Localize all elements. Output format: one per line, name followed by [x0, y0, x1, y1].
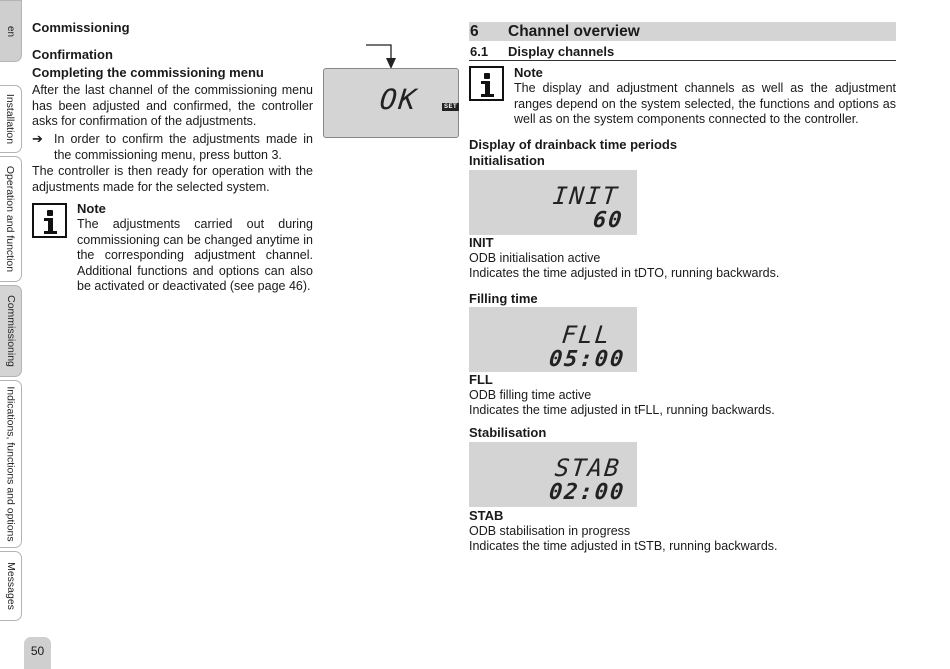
tab-messages-label: Messages: [4, 562, 17, 610]
channel-desc-init-1: ODB initialisation active: [469, 251, 601, 265]
down-arrow-indicator-icon: [362, 42, 396, 70]
stab-display: [469, 442, 637, 507]
tab-operation-and-function[interactable]: [0, 156, 22, 282]
info-note-icon: [469, 66, 504, 101]
channel-heading-filling-time: Filling time: [469, 291, 538, 306]
ok-display: [323, 68, 459, 138]
tab-language-label: en: [5, 25, 16, 37]
confirmation-paragraph: After the last channel of the commissioning menu has been adjusted and confirmed, the controller asks for confirmation of the adjustments.: [32, 83, 313, 128]
channel-name-fll: FLL: [469, 372, 493, 387]
tab-indications-label: Indications, functions and options: [4, 386, 17, 542]
fll-display: [469, 307, 637, 372]
note-title-right: Note: [514, 65, 543, 80]
tab-language[interactable]: [0, 0, 22, 62]
tab-installation-label: Installation: [4, 93, 17, 145]
page-number: 50: [24, 637, 51, 669]
drainback-heading: Display of drainback time periods: [469, 137, 678, 152]
note-text-left: The adjustments carried out during commissioning can be changed anytime in the corresponding adjustment channel. Additional functions and options can also be activated or deactivated (see page 46).: [77, 217, 313, 293]
confirmation-heading: Confirmation: [32, 47, 113, 62]
tab-installation[interactable]: [0, 85, 22, 153]
subsection-title: Display channels: [508, 44, 615, 59]
channel-overview-heading: [469, 22, 896, 41]
arrow-bullet-icon: ➔: [32, 131, 43, 146]
ok-display-text: OK: [378, 83, 420, 116]
note-title-left: Note: [77, 201, 106, 216]
display-channels-heading: [469, 44, 896, 61]
completing-menu-heading: Completing the commissioning menu: [32, 65, 264, 80]
stab-display-line2: 02:00: [547, 480, 627, 505]
channel-heading-initialisation: Initialisation: [469, 153, 545, 168]
subsection-number: 6.1: [470, 44, 489, 59]
channel-desc-fll-1: ODB filling time active: [469, 388, 592, 402]
init-display-line1: INIT: [551, 182, 621, 210]
section-number: 6: [470, 23, 479, 40]
note-text-right: The display and adjustment channels as well as the adjustment ranges depend on the system selected, the functions and options as well as on the system components connected to the controller.: [514, 81, 896, 126]
channel-desc-stab-2: Indicates the time adjusted in tSTB, running backwards.: [469, 539, 778, 553]
channel-desc-init-2: Indicates the time adjusted in tDTO, running backwards.: [469, 266, 780, 280]
fll-display-line2: 05:00: [547, 347, 627, 372]
section-title-commissioning: Commissioning: [32, 20, 130, 35]
channel-name-init: INIT: [469, 235, 494, 250]
set-badge: SET: [444, 104, 458, 110]
init-display: [469, 170, 637, 235]
tab-messages[interactable]: [0, 551, 22, 621]
channel-name-stab: STAB: [469, 508, 504, 523]
stab-display-line1: STAB: [553, 454, 623, 482]
section-title: Channel overview: [508, 23, 640, 40]
confirm-instruction: In order to confirm the adjustments made in the commissioning menu, press button 3.: [54, 132, 313, 162]
info-note-icon: [32, 203, 67, 238]
ready-paragraph: The controller is then ready for operation with the adjustments made for the selected system.: [32, 164, 313, 194]
init-display-line2: 60: [591, 208, 625, 233]
fll-display-line1: FLL: [560, 321, 613, 349]
channel-desc-fll-2: Indicates the time adjusted in tFLL, running backwards.: [469, 403, 775, 417]
tab-indications-functions-options[interactable]: [0, 380, 22, 548]
tab-commissioning[interactable]: [0, 285, 22, 377]
tab-operation-label: Operation and function: [4, 165, 17, 273]
tab-commissioning-label: Commissioning: [4, 295, 17, 367]
channel-desc-stab-1: ODB stabilisation in progress: [469, 524, 631, 538]
channel-heading-stabilisation: Stabilisation: [469, 425, 547, 440]
